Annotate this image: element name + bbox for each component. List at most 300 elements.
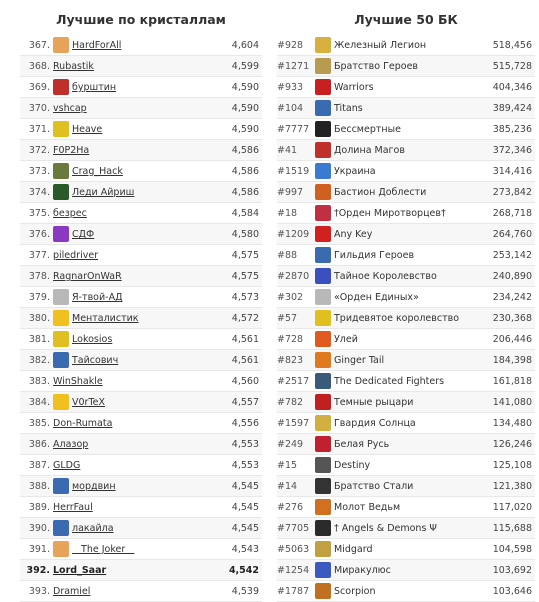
clan-name: Destiny (334, 460, 371, 471)
score-cell: 268,718 (492, 208, 532, 219)
clan-name: «Орден Единых» (334, 292, 419, 303)
player-name-link[interactable]: F0P2Ha (53, 145, 90, 156)
score-cell: 125,108 (492, 460, 532, 471)
score-cell: 4,553 (231, 439, 259, 450)
score-cell: 253,142 (492, 250, 532, 261)
name-cell (315, 497, 475, 518)
rank-cell: #823 (277, 355, 304, 366)
score-cell: 404,346 (492, 82, 532, 93)
player-row (20, 287, 262, 308)
name-cell (53, 371, 203, 392)
clan-row (277, 581, 535, 602)
player-row (20, 35, 262, 56)
rank-cell: #7777 (277, 124, 310, 135)
player-name-link[interactable]: бурштин (72, 82, 117, 93)
score-cell: 4,584 (231, 208, 259, 219)
player-row (20, 140, 262, 161)
rank-cell: #104 (277, 103, 304, 114)
score-cell: 161,818 (492, 376, 532, 387)
player-row (20, 539, 262, 560)
player-row (20, 581, 262, 602)
s-emblem-icon (315, 79, 331, 95)
rank-cell: 370. (28, 103, 50, 114)
player-name-link[interactable]: Dramiel (53, 586, 91, 597)
rank-cell: 383. (28, 376, 50, 387)
score-cell: 230,368 (492, 313, 532, 324)
name-cell (53, 455, 203, 476)
clan-row (277, 245, 535, 266)
rank-cell: 385. (28, 418, 50, 429)
clan-name: Бастион Доблести (334, 187, 427, 198)
rank-cell: #5063 (277, 544, 310, 555)
score-cell: 385,236 (492, 124, 532, 135)
rank-cell: 393. (28, 586, 50, 597)
name-cell (53, 329, 203, 350)
player-name-link[interactable]: V0rTeX (72, 397, 105, 408)
rank-cell: 371. (28, 124, 50, 135)
name-cell (53, 203, 203, 224)
clan-name: Тридевятое королевство (334, 313, 460, 324)
dm-emblem-icon (53, 79, 69, 95)
rank-cell: #7705 (277, 523, 310, 534)
score-cell: 4,575 (231, 271, 259, 282)
name-cell (53, 35, 203, 56)
clan-name: Any Key (334, 229, 373, 240)
cross-emblem-icon (315, 205, 331, 221)
rank-cell: #728 (277, 334, 304, 345)
clan-row (277, 560, 535, 581)
name-cell (315, 245, 475, 266)
belarus-flag-icon (315, 436, 331, 452)
player-name-link[interactable]: RagnarOnWaR (53, 271, 122, 282)
rank-cell: #249 (277, 439, 304, 450)
clan-row (277, 434, 535, 455)
clan-row (277, 413, 535, 434)
score-cell: 103,692 (492, 565, 532, 576)
score-cell: 4,586 (231, 166, 259, 177)
rank-cell: #88 (277, 250, 298, 261)
castle-icon (53, 520, 69, 536)
clan-name: Гильдия Героев (334, 250, 415, 261)
clan-name: Midgard (334, 544, 373, 555)
winged-emblem-icon (53, 289, 69, 305)
name-cell (53, 476, 203, 497)
score-cell: 184,398 (492, 355, 532, 366)
rank-cell: #1787 (277, 586, 310, 597)
rank-cell: 387. (28, 460, 50, 471)
player-row (20, 203, 262, 224)
rank-cell: #14 (277, 481, 298, 492)
rank-cell: #2870 (277, 271, 310, 282)
score-cell: 4,561 (231, 334, 259, 345)
clan-leaderboard-rows (277, 35, 535, 602)
rank-cell: 390. (28, 523, 50, 534)
name-cell (53, 224, 203, 245)
score-cell: 4,575 (231, 250, 259, 261)
name-cell (53, 98, 203, 119)
player-name-link[interactable]: WinShakle (53, 376, 103, 387)
score-cell: 4,604 (231, 40, 259, 51)
score-cell: 4,543 (231, 544, 259, 555)
sunrise-icon (53, 541, 69, 557)
player-row (20, 476, 262, 497)
name-cell (315, 266, 475, 287)
name-cell (315, 581, 475, 602)
clan-name: Братство Стали (334, 481, 414, 492)
clan-row (277, 350, 535, 371)
sunrise-icon (53, 37, 69, 53)
score-cell: 4,573 (231, 292, 259, 303)
score-cell: 134,480 (492, 418, 532, 429)
crown-icon (53, 121, 69, 137)
player-name-link[interactable]: СДФ (72, 229, 95, 240)
player-name-link[interactable]: HardForAll (72, 40, 122, 51)
castle-icon (315, 247, 331, 263)
clan-row (277, 392, 535, 413)
clan-name: † Angels & Demons Ψ (334, 523, 437, 534)
name-cell (315, 77, 475, 98)
hammer-icon (315, 499, 331, 515)
name-cell (53, 161, 203, 182)
rank-cell: 379. (28, 292, 50, 303)
score-cell: 206,446 (492, 334, 532, 345)
globe-icon (53, 163, 69, 179)
score-cell: 4,580 (231, 229, 259, 240)
name-cell (315, 287, 475, 308)
rank-cell: #782 (277, 397, 304, 408)
name-cell (53, 434, 203, 455)
clan-row (277, 224, 535, 245)
score-cell: 121,380 (492, 481, 532, 492)
player-row (20, 455, 262, 476)
score-cell: 264,760 (492, 229, 532, 240)
clan-row (277, 266, 535, 287)
name-cell (315, 371, 475, 392)
clan-name: Белая Русь (334, 439, 390, 450)
player-name-link[interactable]: vshcap (53, 103, 87, 114)
name-cell (53, 581, 203, 602)
player-name-link[interactable]: Crag_Hack (72, 166, 123, 177)
name-cell (53, 77, 203, 98)
clan-row (277, 98, 535, 119)
player-name-link[interactable]: лакайла (72, 523, 114, 534)
name-cell (315, 140, 475, 161)
smiley-icon (53, 394, 69, 410)
clan-name: Ginger Tail (334, 355, 385, 366)
player-name-link[interactable]: Леди Айриш (72, 187, 135, 198)
clan-row (277, 308, 535, 329)
rank-cell: 373. (28, 166, 50, 177)
score-cell: 372,346 (492, 145, 532, 156)
dm-emblem-icon (315, 142, 331, 158)
rank-cell: 369. (28, 82, 50, 93)
player-name-link[interactable]: Тайсович (72, 355, 119, 366)
clan-row (277, 140, 535, 161)
clan-name: Темные рыцари (334, 397, 414, 408)
player-name-link[interactable]: мордвин (72, 481, 116, 492)
rank-cell: #57 (277, 313, 298, 324)
shield-face-icon (315, 37, 331, 53)
horse-emblem-icon (53, 184, 69, 200)
red-knight-icon (315, 394, 331, 410)
clan-name: Улей (334, 334, 358, 345)
rank-cell: 382. (28, 355, 50, 366)
clan-name: Бессмертные (334, 124, 401, 135)
clan-row (277, 182, 535, 203)
score-cell: 4,556 (231, 418, 259, 429)
crown-icon (53, 331, 69, 347)
player-row (20, 392, 262, 413)
score-cell: 314,416 (492, 166, 532, 177)
player-name-link[interactable]: Алазор (53, 439, 89, 450)
name-cell (53, 560, 203, 581)
smiley-icon (53, 310, 69, 326)
bs-emblem-icon (315, 478, 331, 494)
name-cell (315, 476, 475, 497)
player-name-link[interactable]: Менталистик (72, 313, 139, 324)
sun-guard-icon (315, 415, 331, 431)
score-cell: 141,080 (492, 397, 532, 408)
castle-icon (53, 352, 69, 368)
crossed-swords-icon (315, 58, 331, 74)
player-name-link[interactable]: HerrFaul (53, 502, 93, 513)
score-cell: 240,890 (492, 271, 532, 282)
hive-icon (315, 331, 331, 347)
clan-name: Гвардия Солнца (334, 418, 416, 429)
player-row (20, 182, 262, 203)
score-cell: 4,545 (231, 481, 259, 492)
rank-cell: #1597 (277, 418, 310, 429)
clan-row (277, 161, 535, 182)
name-cell (53, 245, 203, 266)
player-name-link[interactable]: Lokosios (72, 334, 113, 345)
player-name-link[interactable]: GLDG (53, 460, 81, 471)
score-cell: 273,842 (492, 187, 532, 198)
rank-cell: #18 (277, 208, 298, 219)
name-cell (315, 224, 475, 245)
winged-emblem-icon (315, 289, 331, 305)
midgard-icon (315, 541, 331, 557)
rank-cell: #41 (277, 145, 298, 156)
clan-row (277, 539, 535, 560)
name-cell (315, 392, 475, 413)
name-cell (315, 413, 475, 434)
clan-name: Долина Магов (334, 145, 405, 156)
clan-name: The Dedicated Fighters (334, 376, 445, 387)
wizard-icon (315, 562, 331, 578)
orange-emblem-icon (315, 184, 331, 200)
player-name-link[interactable]: piledriver (53, 250, 99, 261)
rank-cell: #15 (277, 460, 298, 471)
name-cell (315, 98, 475, 119)
score-cell: 4,590 (231, 82, 259, 93)
name-cell (53, 308, 203, 329)
castle-icon (53, 478, 69, 494)
score-cell: 4,560 (231, 376, 259, 387)
name-cell (315, 56, 475, 77)
score-cell: 4,586 (231, 145, 259, 156)
score-cell: 4,586 (231, 187, 259, 198)
clan-row (277, 455, 535, 476)
rank-cell: 388. (28, 481, 50, 492)
clan-name: Молот Ведьм (334, 502, 401, 513)
player-name-link[interactable]: The Joker (72, 544, 135, 555)
rank-cell: #1209 (277, 229, 310, 240)
player-row (20, 245, 262, 266)
bat-wing-icon (315, 121, 331, 137)
player-name-link[interactable]: Я-твой-АД (72, 292, 123, 303)
name-cell (53, 392, 203, 413)
score-cell: 103,646 (492, 586, 532, 597)
player-row (20, 77, 262, 98)
player-row (20, 518, 262, 539)
clan-row (277, 119, 535, 140)
score-cell: 126,246 (492, 439, 532, 450)
clan-row (277, 518, 535, 539)
name-cell (315, 455, 475, 476)
name-cell (315, 560, 475, 581)
score-cell: 4,590 (231, 124, 259, 135)
rank-cell: #1519 (277, 166, 310, 177)
rank-cell: 391. (28, 544, 50, 555)
clan-row (277, 56, 535, 77)
clan-name: Железный Легион (334, 40, 427, 51)
fox-tail-icon (315, 352, 331, 368)
rank-cell: 377. (28, 250, 50, 261)
crystal-leaderboard-title: Лучшие по кристаллам (56, 12, 226, 27)
score-cell: 4,599 (231, 61, 259, 72)
name-cell (53, 287, 203, 308)
rank-cell: 386. (28, 439, 50, 450)
score-cell: 117,020 (492, 502, 532, 513)
score-cell: 104,598 (492, 544, 532, 555)
rank-cell: #1254 (277, 565, 310, 576)
crystal-leaderboard-rows (20, 35, 262, 602)
name-cell (53, 182, 203, 203)
name-cell (315, 161, 475, 182)
rank-cell: 374. (28, 187, 50, 198)
clan-row (277, 497, 535, 518)
player-name-link[interactable]: Don-Rumata (53, 418, 113, 429)
score-cell: 4,545 (231, 502, 259, 513)
rank-cell: 367. (28, 40, 50, 51)
name-cell (53, 350, 203, 371)
name-cell (315, 203, 475, 224)
rank-cell: 376. (28, 229, 50, 240)
player-row (20, 119, 262, 140)
rank-cell: #276 (277, 502, 304, 513)
player-name-link[interactable]: Heave (72, 124, 103, 135)
clan-name: Warriors (334, 82, 374, 93)
name-cell (53, 518, 203, 539)
rank-cell: #2517 (277, 376, 310, 387)
player-row (20, 224, 262, 245)
rank-cell: #997 (277, 187, 304, 198)
fleur-de-lis-icon (315, 268, 331, 284)
score-cell: 115,688 (492, 523, 532, 534)
rank-cell: #1271 (277, 61, 310, 72)
purple-creature-icon (53, 226, 69, 242)
player-name-link[interactable]: безрес (53, 208, 87, 219)
fighter-icon (315, 373, 331, 389)
rank-cell: 381. (28, 334, 50, 345)
clan-row (277, 77, 535, 98)
name-cell (315, 329, 475, 350)
player-name-link[interactable]: Lord_Saar (53, 565, 107, 576)
name-cell (315, 35, 475, 56)
clan-name: Scorpion (334, 586, 376, 597)
name-cell (53, 539, 203, 560)
clan-name: †Орден Миротворцев† (334, 208, 446, 219)
player-row (20, 413, 262, 434)
clan-row (277, 329, 535, 350)
score-cell: 234,242 (492, 292, 532, 303)
name-cell (315, 539, 475, 560)
score-cell: 515,728 (492, 61, 532, 72)
clan-row (277, 287, 535, 308)
score-cell: 4,553 (231, 460, 259, 471)
player-row (20, 560, 262, 581)
rank-cell: #928 (277, 40, 304, 51)
score-cell: 4,572 (231, 313, 259, 324)
rank-cell: #933 (277, 82, 304, 93)
name-cell (53, 266, 203, 287)
rank-cell: 372. (28, 145, 50, 156)
name-cell (315, 434, 475, 455)
rank-cell: #302 (277, 292, 304, 303)
name-cell (53, 140, 203, 161)
rank-cell: 368. (28, 61, 50, 72)
name-cell (53, 497, 203, 518)
crown-icon (315, 310, 331, 326)
clan-name: Titans (334, 103, 363, 114)
player-row (20, 98, 262, 119)
clan-leaderboard-title: Лучшие 50 БК (354, 12, 458, 27)
crystal-leaderboard (20, 0, 262, 602)
score-cell: 4,561 (231, 355, 259, 366)
rank-cell: 384. (28, 397, 50, 408)
score-cell: 4,590 (231, 103, 259, 114)
clan-row (277, 476, 535, 497)
player-row (20, 497, 262, 518)
rank-cell: 378. (28, 271, 50, 282)
player-name-link[interactable]: Rubastik (53, 61, 94, 72)
rank-cell: 389. (28, 502, 50, 513)
dragon-icon (315, 457, 331, 473)
angel-demon-icon (315, 520, 331, 536)
name-cell (315, 518, 475, 539)
name-cell (315, 119, 475, 140)
name-cell (315, 350, 475, 371)
rank-cell: 380. (28, 313, 50, 324)
player-row (20, 161, 262, 182)
name-cell (53, 413, 203, 434)
clan-name: Тайное Королевство (334, 271, 437, 282)
ukraine-flag-icon (315, 163, 331, 179)
name-cell (315, 182, 475, 203)
player-row (20, 350, 262, 371)
rank-cell: 392. (26, 565, 50, 576)
clan-row (277, 35, 535, 56)
score-cell: 4,557 (231, 397, 259, 408)
score-cell: 4,539 (231, 586, 259, 597)
name-cell (315, 308, 475, 329)
clan-name: Украина (334, 166, 376, 177)
clan-name: Миракулюс (334, 565, 391, 576)
score-cell: 4,542 (228, 565, 259, 576)
score-cell: 4,545 (231, 523, 259, 534)
score-cell: 389,424 (492, 103, 532, 114)
